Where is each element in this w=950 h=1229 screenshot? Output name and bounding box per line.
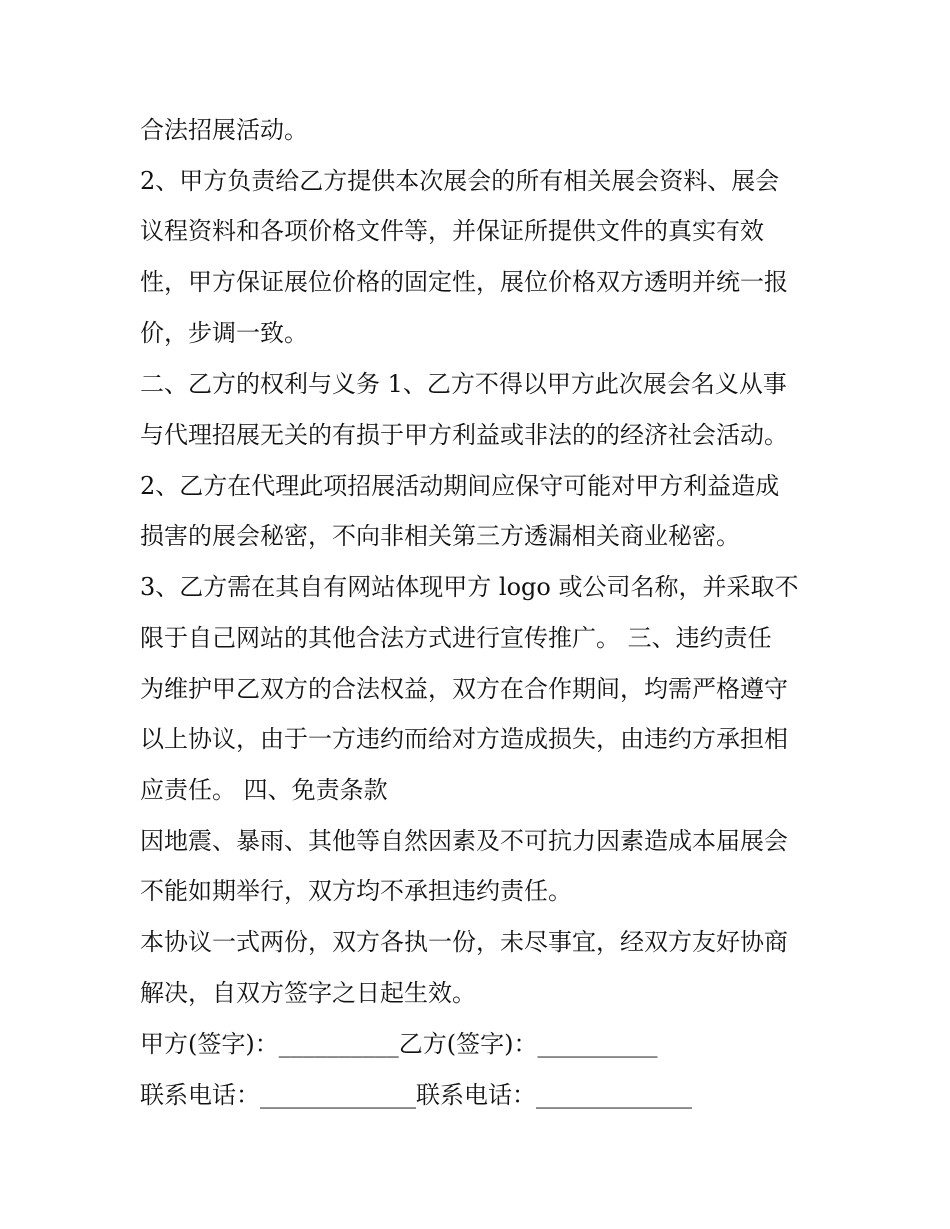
text-line: 3、乙方需在其自有网站体现甲方 logo 或公司名称，并采取不 [140,573,799,601]
text-line: 性，甲方保证展位价格的固定性，展位价格双方透明并统一报 [140,268,788,296]
text-line: 不能如期举行，双方均不承担违约责任。 [140,877,572,905]
contact-line: 联系电话：_____________联系电话：_____________ [140,1081,692,1109]
text-line: 二、乙方的权利与义务 1、乙方不得以甲方此次展会名义从事 [140,370,787,398]
text-line: 与代理招展无关的有损于甲方利益或非法的的经济社会活动。 [140,421,788,449]
text-line: 合法招展活动。 [140,116,308,144]
text-line: 本协议一式两份，双方各执一份，未尽事宜，经双方友好协商 [140,928,788,956]
text-line: 应责任。 四、免责条款 [140,776,388,804]
text-line: 因地震、暴雨、其他等自然因素及不可抗力因素造成本届展会 [140,827,788,855]
text-line: 为维护甲乙双方的合法权益，双方在合作期间，均需严格遵守 [140,675,788,703]
text-line: 以上协议，由于一方违约而给对方造成损失，由违约方承担相 [140,725,788,753]
text-line: 限于自己网站的其他合法方式进行宣传推广。 三、违约责任 [140,624,772,652]
text-line: 2、乙方在代理此项招展活动期间应保守可能对甲方利益造成 [140,472,780,500]
text-line: 解决，自双方签字之日起生效。 [140,979,476,1007]
signature-line: 甲方(签字)：__________乙方(签字)：__________ [140,1030,658,1058]
text-line: 2、甲方负责给乙方提供本次展会的所有相关展会资料、展会 [140,167,780,195]
text-line: 议程资料和各项价格文件等，并保证所提供文件的真实有效 [140,217,764,245]
text-line: 价，步调一致。 [140,319,308,347]
text-line: 损害的展会秘密，不向非相关第三方透漏相关商业秘密。 [140,522,740,550]
